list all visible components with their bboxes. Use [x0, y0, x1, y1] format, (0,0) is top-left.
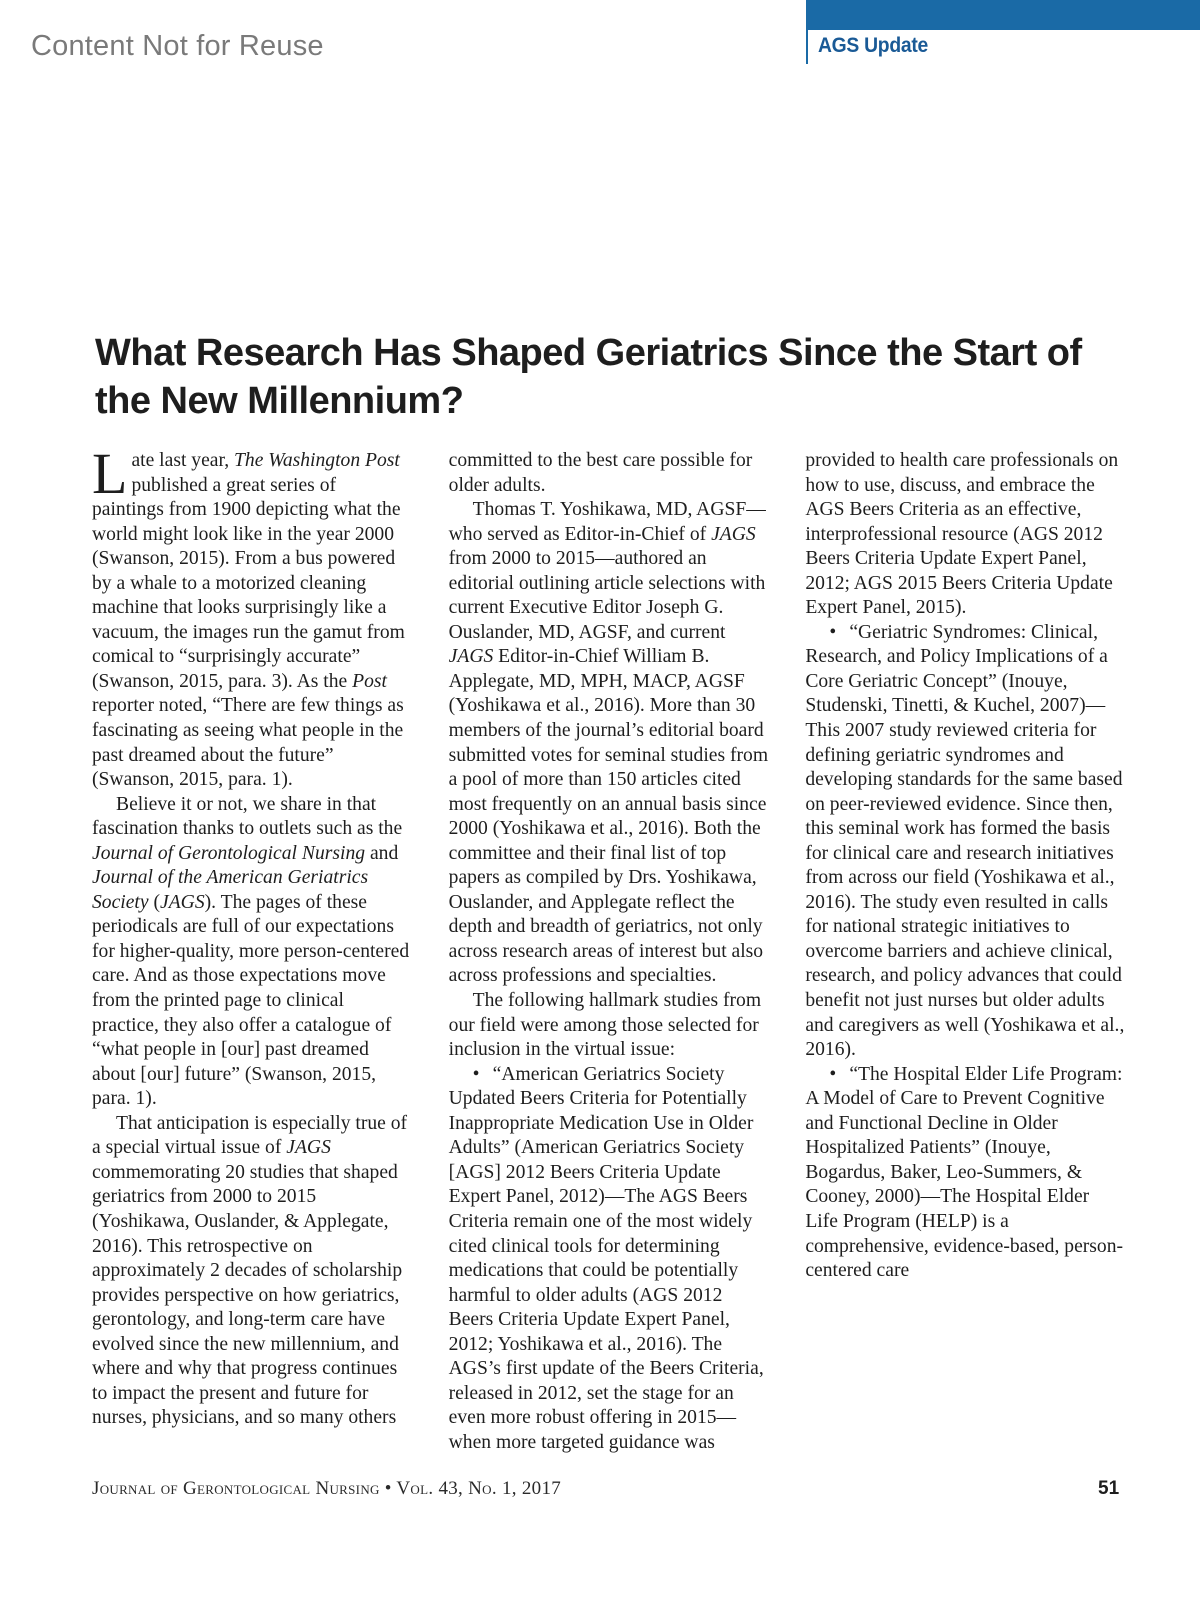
drop-cap: L [92, 441, 128, 506]
bullet-icon: • [472, 1063, 480, 1085]
header-color-bar [806, 0, 1200, 30]
article-body [92, 441, 1126, 1463]
bullet-icon: • [829, 1063, 837, 1085]
bullet-paragraph: • “The Hospital Elder Life Program: A Model of Care to Prevent Cognitive and Functional Decline in Older Hospitalized Patients” (Inouye, Bogardus, Baker, Leo-Summers, & Cooney, 2000)—The Hospital Elder Life Program (HELP) is a comprehensive, evidence-based, person-centered care [805, 1063, 1124, 1282]
bullet-paragraph: • “American Geriatrics Society Updated Beers Criteria for Potentially Inappropriate Medication Use in Older Adults” (American Geriatrics Society [AGS] 2012 Beers Criteria Update Expert Panel, 2012)—The AGS Beers Criteria remain one of the most widely cited clinical tools for determining medications that could be potentially harmful to older adults (AGS 2012 Beers Criteria Update Expert Panel, 2012; Yoshikawa et al., 2016). The AGS’s first update of the Beers Criteria, released in 2012, set the stage for an even more robust offering in 2015—when more targeted guidance was provided to health care professionals on how to use, discuss, and embrace the AGS Beers Criteria as an effective, interprofessional resource (AGS 2012 Beers Criteria Update Expert Panel, 2012; AGS 2015 Beers Criteria Update Expert Panel, 2015). [448, 450, 1119, 1453]
lead-paragraph: Late last year, The Washington Post published a great series of paintings from 1900 depicting what the world might look like in the year 2000 (Swanson, 2015). From a bus powered by a whale to a motorized cleaning machine that looks surprisingly like a vacuum, the images run the gamut from comical to “surprisingly accurate” (Swanson, 2015, para. 3). As the Post reporter noted, “There are few things as fascinating as seeing what people in the past dreamed about the future” (Swanson, 2015, para. 1). [92, 441, 405, 791]
section-divider-rule [806, 30, 808, 64]
body-paragraph: Believe it or not, we share in that fascination thanks to outlets such as the Journal of Gerontological Nursing and Journal of the American Geriatrics Society (JAGS). The pages of these periodicals are full of our expectations for higher-quality, more person-centered care. And as those expectations move from the printed page to clinical practice, they also offer a catalogue of “what people in [our] past dreamed about [our] future” (Swanson, 2015, para. 1). [92, 793, 410, 1110]
body-paragraph: The following hallmark studies from our field were among those selected for inclusion in the virtual issue: [448, 990, 762, 1061]
footer-journal-citation: Journal of Gerontological Nursing • Vol. 43, No. 1, 2017 [92, 1478, 562, 1499]
bullet-icon: • [829, 621, 837, 643]
body-paragraph: That anticipation is especially true of a special virtual issue of JAGS commemorating 20 studies that shaped geriatrics from 2000 to 2015 (Yoshikawa, Ouslander, & Applegate, 2016). This retrospective on approximately 2 decades of scholarship provides perspective on how geriatrics, gerontology, and long-term care have evolved since the new millennium, and where and why that progress continues to impact the present and future for nurses, physicians, and so many others committed to the best care possible for older adults. [92, 450, 753, 1429]
page-number: 51 [1098, 1478, 1120, 1499]
section-label: AGS Update [818, 34, 928, 57]
watermark-text: Content Not for Reuse [31, 30, 324, 62]
body-paragraph: Thomas T. Yoshikawa, MD, AGSF—who served as Editor-in-Chief of JAGS from 2000 to 2015—authored an editorial outlining article selections with current Executive Editor Joseph G. Ouslander, MD, AGSF, and current JAGS Editor-in-Chief William B. Applegate, MD, MPH, MACP, AGSF (Yoshikawa et al., 2016). More than 30 members of the journal’s editorial board submitted votes for seminal studies from a pool of more than 150 articles cited most frequently on an annual basis since 2000 (Yoshikawa et al., 2016). Both the committee and their final list of top papers as compiled by Drs. Yoshikawa, Ouslander, and Applegate reflect the depth and breadth of geriatrics, not only across research areas of interest but also across professions and specialties. [448, 499, 769, 987]
article-title: What Research Has Shaped Geriatrics Since the Start of the New Millennium? [95, 332, 1082, 422]
bullet-paragraph: • “Geriatric Syndromes: Clinical, Research, and Policy Implications of a Core Geriatric Concept” (Inouye, Studenski, Tinetti, & Kuchel, 2007)—This 2007 study reviewed criteria for defining geriatric syndromes and developing standards for the same based on peer-reviewed evidence. Since then, this seminal work has formed the basis for clinical care and research initiatives from across our field (Yoshikawa et al., 2016). The study even resulted in calls for national strategic initiatives to overcome barriers and achieve clinical, research, and policy advances that could benefit not just nurses but older adults and caregivers as well (Yoshikawa et al., 2016). [805, 621, 1125, 1061]
